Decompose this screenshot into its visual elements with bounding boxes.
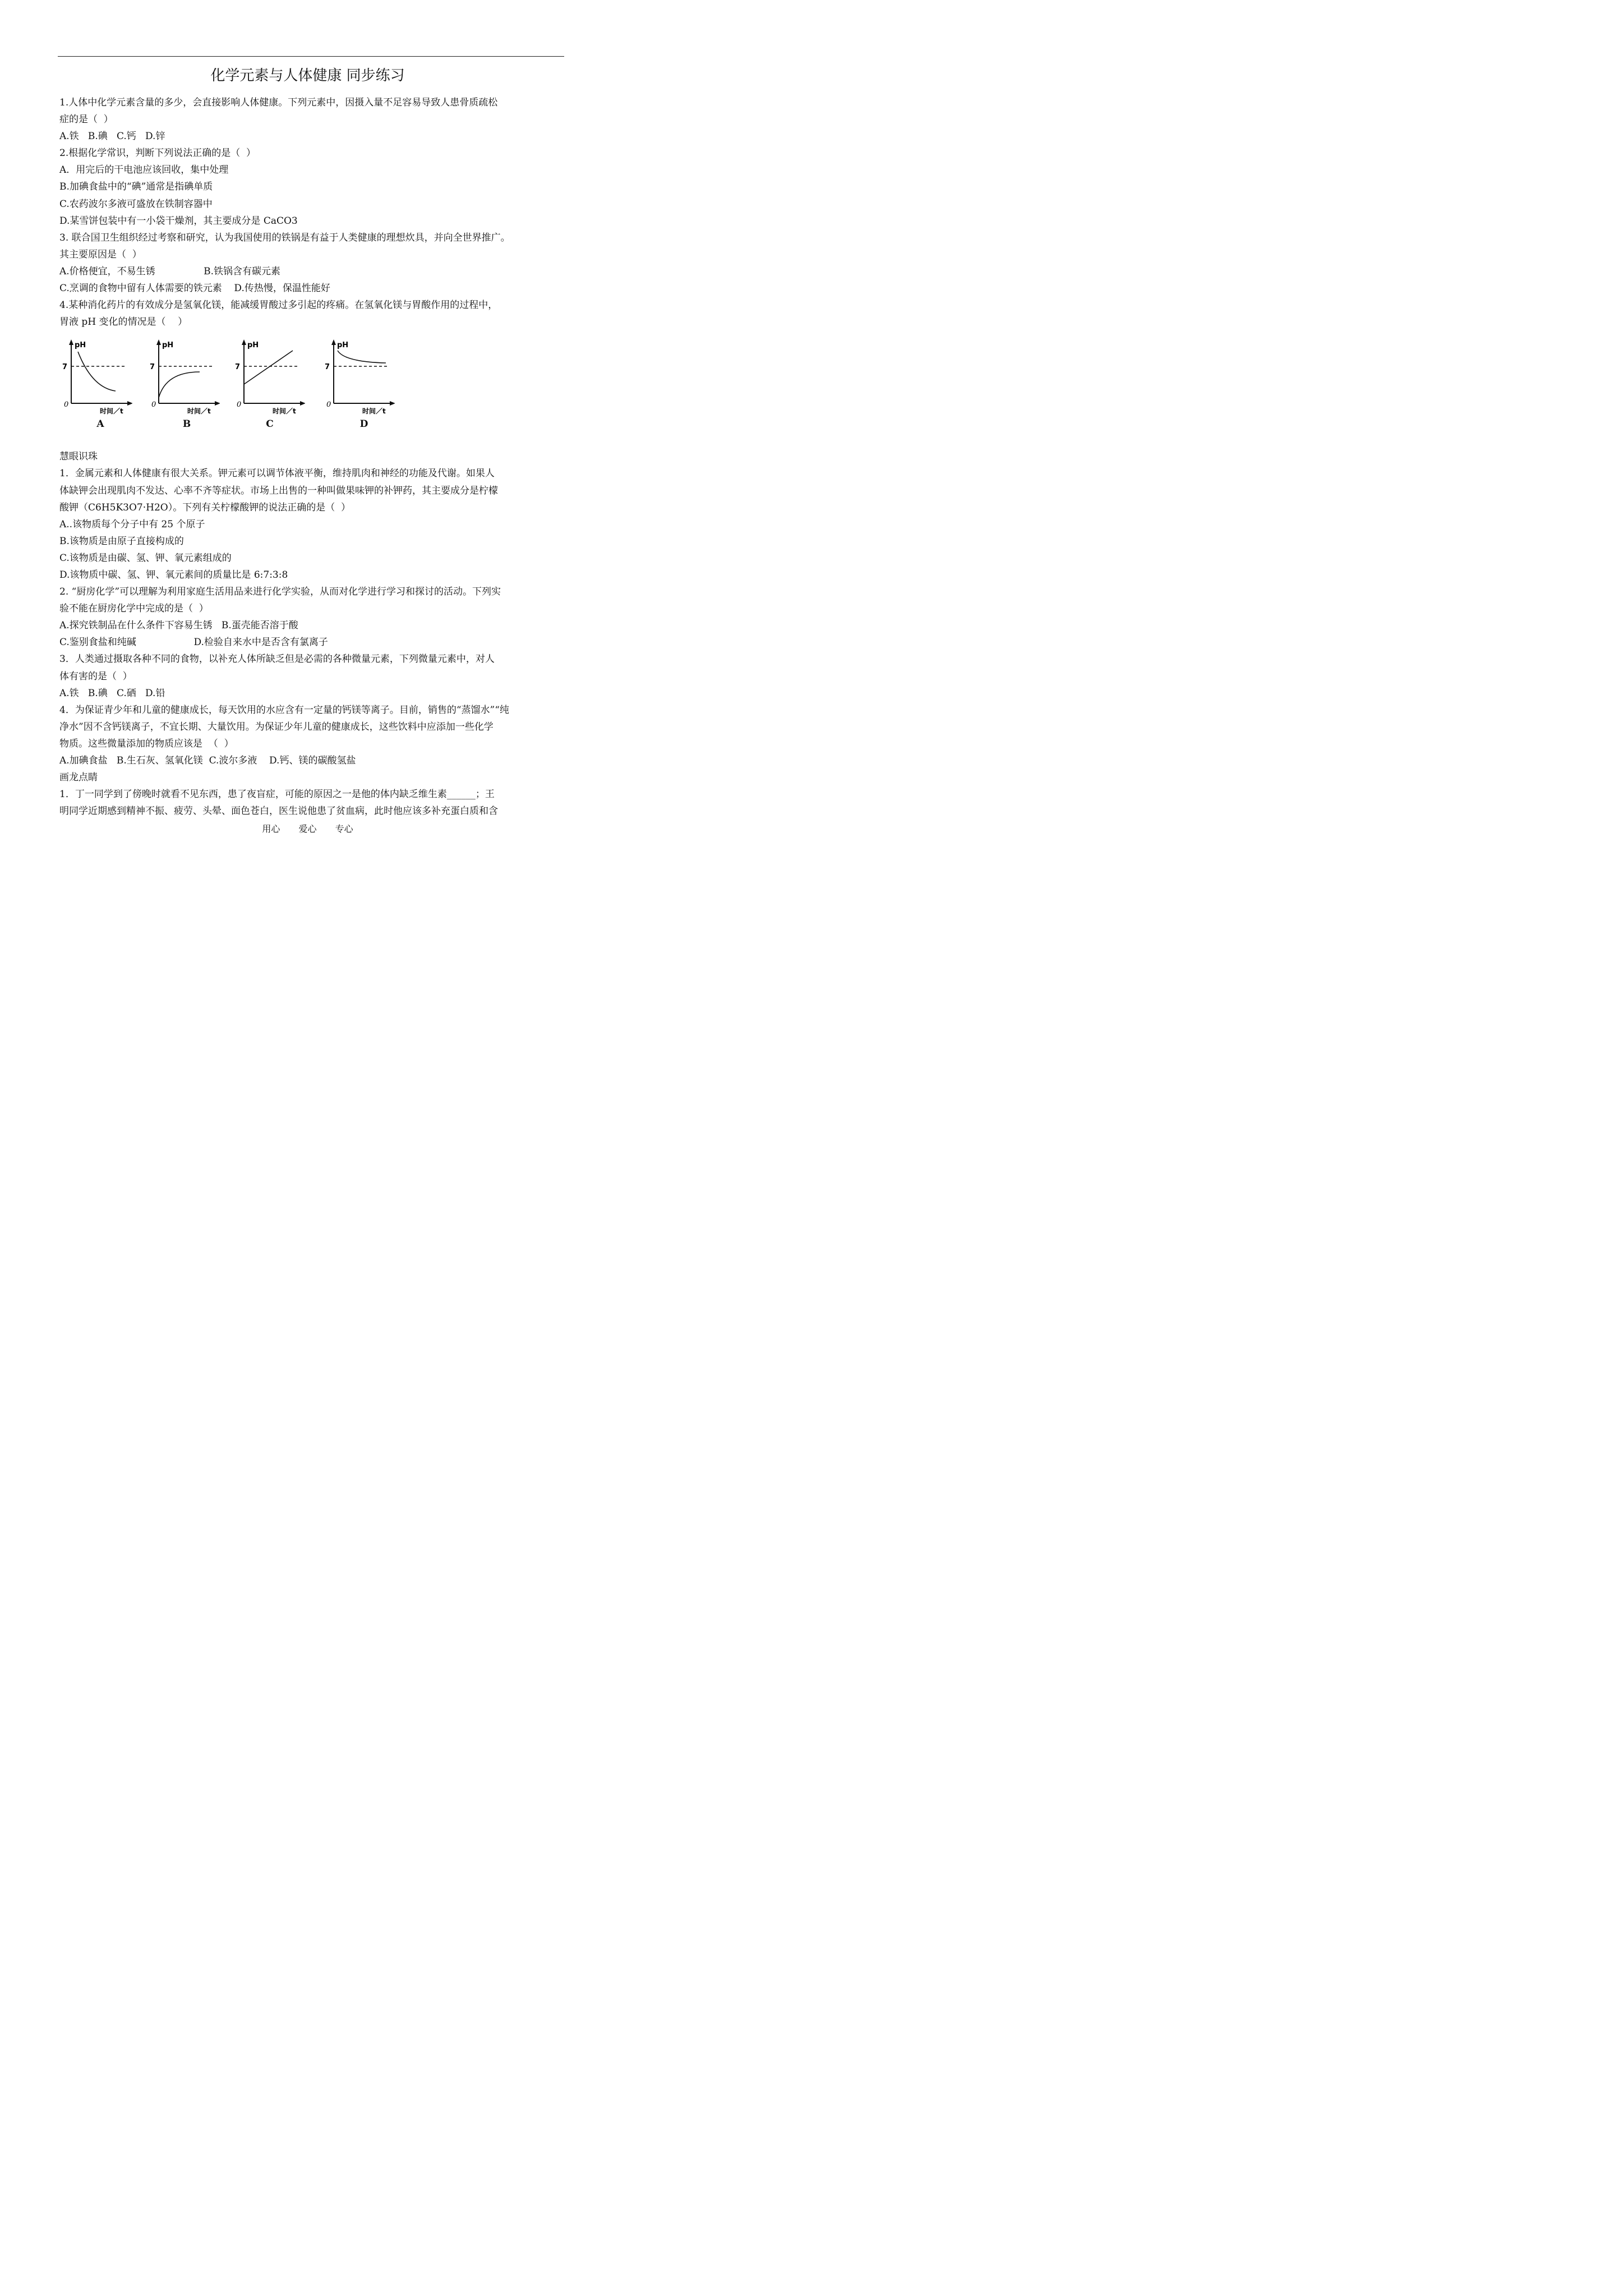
s2-q1-option-d: D.该物质中碳、氢、钾、氧元素间的质量比是 6:7:3:8 (59, 569, 288, 581)
q3-line: 3. 联合国卫生组织经过考察和研究，认为我国使用的铁锅是有益于人类健康的理想炊具，并向全世界推广。 (59, 232, 510, 243)
origin-label: 0 (326, 401, 331, 409)
seven-tick: 7 (325, 363, 330, 372)
section-heading: 慧眼识珠 (59, 451, 98, 463)
q3-options-ab: A.价格便宜，不易生锈 B.铁锅含有碳元素 (59, 265, 281, 277)
footer-text: 用心 (262, 823, 280, 834)
s2-q3-options: A.铁 B.碘 C.硒 D.铅 (59, 687, 165, 699)
graph-label-c: C (266, 418, 274, 430)
q2-option-d: D.某雪饼包装中有一小袋干燥剂，其主要成分是 CaCO3 (59, 215, 298, 227)
q2-option-a: A．用完后的干电池应该回收，集中处理 (59, 164, 229, 176)
x-axis-label: 时间／t (187, 407, 211, 416)
q2-option-c: C.农药波尔多液可盛放在铁制容器中 (59, 198, 213, 210)
section-heading: 画龙点睛 (59, 772, 98, 784)
s2-q1-line: 1．金属元素和人体健康有很大关系。钾元素可以调节体液平衡，维持肌肉和神经的功能及代谢。如果人 (59, 468, 495, 480)
s2-q4-line: 净水”因不含钙镁离子，不宜长期、大量饮用。为保证少年儿童的健康成长，这些饮料中应添加一些化学 (59, 721, 494, 733)
q3-line: 其主要原因是（ ） (59, 249, 142, 260)
q1-line: 1.人体中化学元素含量的多少，会直接影响人体健康。下列元素中，因摄入量不足容易导致人患骨质疏松 (59, 97, 498, 108)
q4-line: 胃液 pH 变化的情况是（ ） (59, 316, 188, 328)
page-footer (0, 822, 615, 835)
worksheet-body (59, 94, 564, 820)
s2-q3-line: 体有害的是（ ） (59, 670, 132, 682)
s2-q4-options: A.加碘食盐 B.生石灰、氢氧化镁 C.波尔多液 D.钙、镁的碳酸氢盐 (59, 755, 356, 766)
ph-graphs (59, 337, 564, 447)
ph-graph-c (232, 337, 305, 444)
s2-q1-line: 酸钾（C6H5K3O7·H2O）。下列有关柠檬酸钾的说法正确的是（ ） (59, 501, 351, 513)
s2-q1-option-b: B.该物质是由原子直接构成的 (59, 535, 184, 547)
s2-q2-line: 验不能在厨房化学中完成的是（ ） (59, 603, 209, 615)
ph-graph-b (147, 337, 220, 444)
footer-text: 爱心 (298, 823, 317, 834)
y-axis-label: pH (162, 341, 174, 350)
q3-options-cd: C.烹调的食物中留有人体需要的铁元素 D.传热慢，保温性能好 (59, 283, 330, 295)
ph-graph-d-plot (322, 337, 395, 416)
footer-text: 专心 (335, 823, 353, 834)
graph-label-b: B (182, 418, 191, 430)
origin-label: 0 (151, 401, 156, 409)
q2-stem: 2.根据化学常识，判断下列说法正确的是（ ） (59, 148, 256, 159)
s2-q4-line: 物质。这些微量添加的物质应该是 （ ） (59, 738, 234, 749)
graph-label-d: D (359, 418, 368, 430)
x-axis-label: 时间／t (100, 407, 123, 416)
x-axis-label: 时间／t (273, 407, 296, 416)
graph-label-a: A (96, 418, 104, 430)
y-axis-label: pH (75, 341, 86, 350)
seven-tick: 7 (235, 363, 241, 372)
ph-graph-b-plot (147, 337, 220, 416)
s2-q1-line: 体缺钾会出现肌肉不发达、心率不齐等症状。市场上出售的一种叫做果味钾的补钾药，其主要成分是柠檬 (59, 485, 498, 496)
y-axis-label: pH (247, 341, 259, 350)
s2-q3-line: 3．人类通过摄取各种不同的食物，以补充人体所缺乏但是必需的各种微量元素，下列微量元素中，对人 (59, 654, 495, 665)
q2-option-b: B.加碘食盐中的“碘”通常是指碘单质 (59, 181, 213, 193)
ph-graph-c-plot (232, 337, 305, 416)
ph-graph-a-plot (59, 337, 132, 416)
seven-tick: 7 (62, 363, 68, 372)
ph-graph-d (322, 337, 395, 444)
y-axis-label: pH (337, 341, 349, 350)
origin-label: 0 (237, 401, 242, 409)
s2-q2-options-cd: C.鉴别食盐和纯碱 D.检验自来水中是否含有氯离子 (59, 637, 328, 648)
page-title: 化学元素与人体健康 同步练习 (210, 67, 405, 84)
s2-q4-line: 4．为保证青少年和儿童的健康成长，每天饮用的水应含有一定量的钙镁等离子。目前，销售的“蒸馏水”“纯 (59, 704, 509, 716)
x-axis-label: 时间／t (362, 407, 386, 416)
q1-options: A.铁 B.碘 C.钙 D.锌 (59, 131, 165, 142)
s2-q1-option-c: C.该物质是由碳、氢、钾、氧元素组成的 (59, 552, 232, 564)
s3-q1-line: 明同学近期感到精神不振、疲劳、头晕、面色苍白，医生说他患了贫血病，此时他应该多补充蛋白质和含 (59, 806, 498, 817)
s2-q2-options-ab: A.探究铁制品在什么条件下容易生锈 B.蛋壳能否溶于酸 (59, 620, 298, 632)
s3-q1-line: 1．丁一同学到了傍晚时就看不见东西，患了夜盲症，可能的原因之一是他的体内缺乏维生素______；王 (59, 789, 495, 800)
ph-graph-a (59, 337, 132, 444)
top-rule (58, 56, 564, 57)
s2-q1-option-a: A..该物质每个分子中有 25 个原子 (59, 518, 205, 530)
q1-line: 症的是（ ） (59, 114, 113, 126)
origin-label: 0 (64, 401, 69, 409)
seven-tick: 7 (150, 363, 155, 372)
q4-line: 4.某种消化药片的有效成分是氢氧化镁，能减缓胃酸过多引起的疼痛。在氢氧化镁与胃酸作用的过程中， (59, 300, 498, 311)
s2-q2-line: 2. “厨房化学”可以理解为利用家庭生活用品来进行化学实验，从而对化学进行学习和探讨的活动。下列实 (59, 586, 501, 598)
